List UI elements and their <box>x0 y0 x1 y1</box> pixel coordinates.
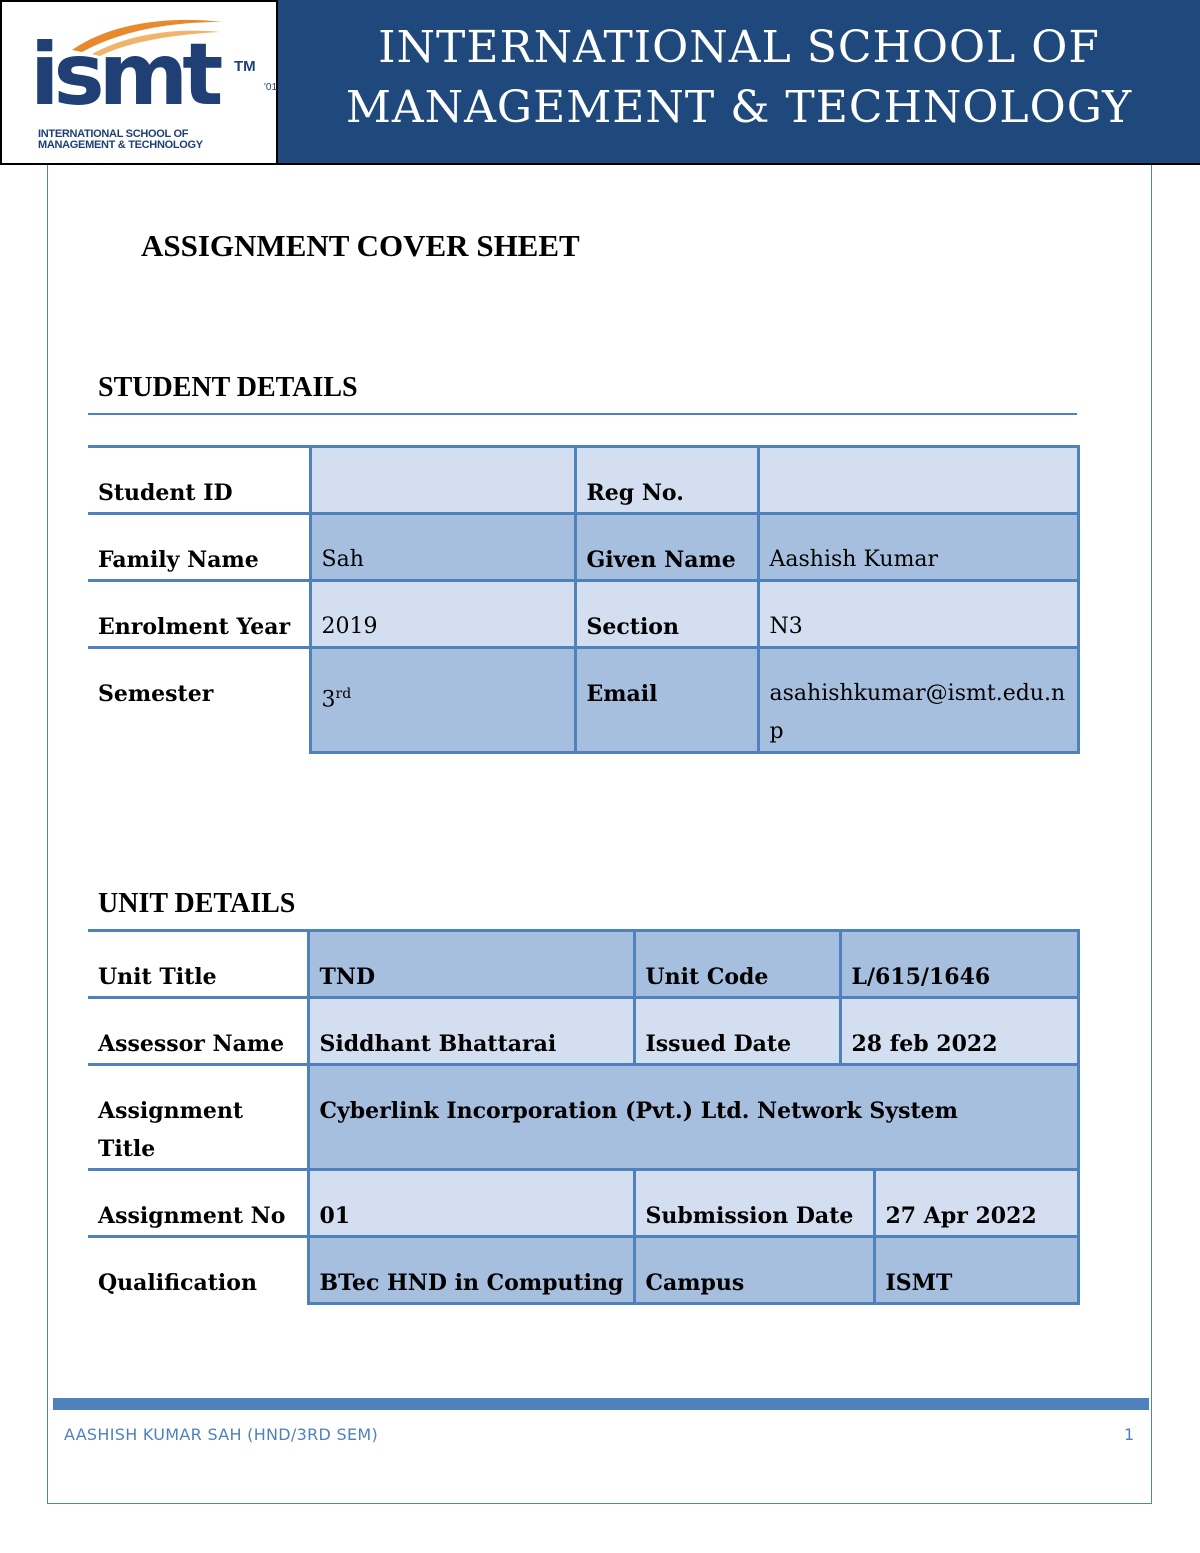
assignment-no-value: 01 <box>308 1170 634 1237</box>
student-id-label: Student ID <box>88 447 310 514</box>
semester-suffix: rd <box>335 686 352 702</box>
family-name-value: Sah <box>310 514 575 581</box>
section-label: Section <box>575 581 758 648</box>
school-name-line1: INTERNATIONAL SCHOOL OF <box>378 22 1100 73</box>
family-name-label: Family Name <box>88 514 310 581</box>
school-name-line2: MANAGEMENT & TECHNOLOGY <box>345 82 1133 133</box>
given-name-value: Aashish Kumar <box>758 514 1078 581</box>
table-row <box>88 998 1078 1065</box>
logo-wordmark: ismt <box>30 25 218 125</box>
issued-date-value: 28 feb 2022 <box>840 998 1078 1065</box>
logo-year: '01 <box>264 82 278 93</box>
table-row <box>88 1170 1078 1237</box>
page-number: 1 <box>1124 1425 1135 1444</box>
logo-subtitle-line1: INTERNATIONAL SCHOOL OF <box>38 128 189 140</box>
section-value: N3 <box>758 581 1078 648</box>
unit-code-label: Unit Code <box>634 931 840 998</box>
unit-title-value: TND <box>308 931 634 998</box>
assignment-title-label: Assignment Title <box>88 1065 308 1170</box>
qualification-label: Qualification <box>88 1237 308 1304</box>
school-logo <box>0 0 278 165</box>
unit-title-label: Unit Title <box>88 931 308 998</box>
semester-number: 3 <box>321 687 336 713</box>
table-row <box>88 931 1078 998</box>
table-row <box>88 581 1078 648</box>
qualification-value: BTec HND in Computing <box>308 1237 634 1304</box>
semester-label: Semester <box>88 648 310 753</box>
logo-subtitle-line2: MANAGEMENT & TECHNOLOGY <box>38 139 203 151</box>
unit-code-value: L/615/1646 <box>840 931 1078 998</box>
submission-date-value: 27 Apr 2022 <box>874 1170 1078 1237</box>
given-name-label: Given Name <box>575 514 758 581</box>
assignment-title-value: Cyberlink Incorporation (Pvt.) Ltd. Network System <box>308 1065 1078 1170</box>
enrolment-year-value: 2019 <box>310 581 575 648</box>
campus-value: ISMT <box>874 1237 1078 1304</box>
footer-author: AASHISH KUMAR SAH (HND/3RD SEM) <box>64 1425 379 1444</box>
enrolment-year-label: Enrolment Year <box>88 581 310 648</box>
table-row <box>88 1237 1078 1304</box>
student-id-value <box>310 447 575 514</box>
student-details-table <box>88 445 1080 754</box>
email-value: asahishkumar@ismt.edu.np <box>758 648 1078 753</box>
page-title: ASSIGNMENT COVER SHEET <box>141 228 580 263</box>
header-band <box>278 0 1200 165</box>
semester-value <box>310 648 575 753</box>
assignment-no-label: Assignment No <box>88 1170 308 1237</box>
table-row <box>88 1065 1078 1170</box>
table-row <box>88 447 1078 514</box>
unit-details-heading: UNIT DETAILS <box>98 888 296 919</box>
student-details-heading: STUDENT DETAILS <box>98 372 358 403</box>
assessor-name-label: Assessor Name <box>88 998 308 1065</box>
submission-date-label: Submission Date <box>634 1170 874 1237</box>
issued-date-label: Issued Date <box>634 998 840 1065</box>
school-name <box>278 18 1200 138</box>
unit-details-table <box>88 929 1080 1305</box>
reg-no-label: Reg No. <box>575 447 758 514</box>
student-heading-rule <box>88 413 1077 415</box>
campus-label: Campus <box>634 1237 874 1304</box>
logo-subtitle <box>38 129 278 151</box>
table-row <box>88 514 1078 581</box>
table-row <box>88 648 1078 753</box>
reg-no-value <box>758 447 1078 514</box>
logo-trademark: TM <box>234 58 256 75</box>
footer-bar <box>53 1398 1149 1410</box>
assessor-name-value: Siddhant Bhattarai <box>308 998 634 1065</box>
email-label: Email <box>575 648 758 753</box>
